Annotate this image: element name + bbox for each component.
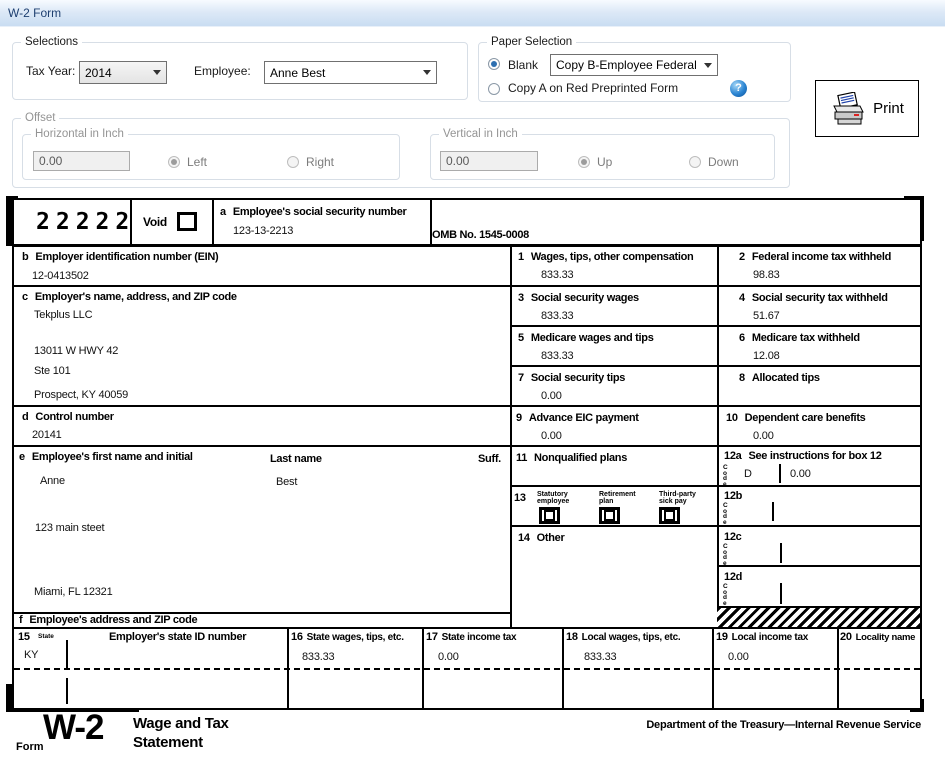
grid-line xyxy=(510,525,920,527)
box-11-number: 11 xyxy=(516,452,528,464)
box-b-label: Employer identification number (EIN) xyxy=(35,251,219,263)
box-d-label: Control number xyxy=(35,411,114,423)
footer-title-line2: Statement xyxy=(133,734,203,751)
copy-type-select[interactable] xyxy=(550,54,718,76)
box-f-number: f xyxy=(19,614,23,626)
box-18-value: 833.33 xyxy=(584,651,617,663)
box-c-number: c xyxy=(22,291,28,303)
offset-down-label: Down xyxy=(708,155,739,169)
employer-state-id-label: Employer's state ID number xyxy=(109,631,247,643)
box-2-number: 2 xyxy=(739,251,745,263)
statutory-employee-checkbox xyxy=(539,507,560,524)
state-tick xyxy=(66,678,68,704)
employee-first-name: Anne xyxy=(40,475,65,487)
grid-line xyxy=(14,244,920,247)
box-12b-code-label: Code xyxy=(723,502,728,526)
box-7-value: 0.00 xyxy=(541,390,562,402)
retirement-plan-label: Retirement plan xyxy=(599,491,636,505)
copy-a-radio[interactable] xyxy=(488,83,500,95)
tax-year-select[interactable] xyxy=(79,61,167,84)
box-8-label: Allocated tips xyxy=(751,372,820,384)
box-12b-number: 12b xyxy=(724,490,743,502)
box-2-value: 98.83 xyxy=(753,269,780,281)
box-7-label: Social security tips xyxy=(530,372,626,384)
box-5-number: 5 xyxy=(518,332,524,344)
footer-title-line1: Wage and Tax xyxy=(133,715,229,732)
box-4-value: 51.67 xyxy=(753,310,780,322)
box-9-label: Advance EIC payment xyxy=(528,412,639,424)
box-f-label: Employee's address and ZIP code xyxy=(29,614,198,626)
blank-radio-label: Blank xyxy=(508,58,539,72)
form-control-code: 22222 xyxy=(36,209,136,235)
box-14-number: 14 xyxy=(518,532,530,544)
grid-line xyxy=(212,200,214,244)
offset-left-label: Left xyxy=(187,155,208,169)
box-18-label: Local wages, tips, etc. xyxy=(581,632,681,643)
employer-street: 13011 W HWY 42 xyxy=(34,345,119,357)
box-12a-number: 12a xyxy=(724,450,742,462)
box-17-value: 0.00 xyxy=(438,651,459,663)
offset-up-radio xyxy=(578,156,590,168)
grid-line xyxy=(510,365,920,367)
paper-selection-legend: Paper Selection xyxy=(491,36,573,48)
grid-line xyxy=(717,565,920,567)
printer-icon xyxy=(830,92,868,126)
box-7-number: 7 xyxy=(518,372,524,384)
grid-line xyxy=(510,485,920,487)
box-19-label: Local income tax xyxy=(731,632,808,643)
offset-legend: Offset xyxy=(25,112,56,124)
box-16-label: State wages, tips, etc. xyxy=(306,632,404,643)
box-6-value: 12.08 xyxy=(753,350,780,362)
box-d-number: d xyxy=(22,411,29,423)
box-10-number: 10 xyxy=(726,412,738,424)
last-name-label: Last name xyxy=(270,453,322,465)
box-6-label: Medicare tax withheld xyxy=(751,332,860,344)
statutory-employee-label: Statutory employee xyxy=(537,491,570,505)
grid-line xyxy=(14,405,920,407)
box-11-label: Nonqualified plans xyxy=(534,452,628,464)
box-1-label: Wages, tips, other compensation xyxy=(530,251,694,263)
box-19-value: 0.00 xyxy=(728,651,749,663)
box-b-value: 12-0413502 xyxy=(32,270,89,282)
box-12c-code-label: Code xyxy=(723,543,728,567)
box-9-value: 0.00 xyxy=(541,430,562,442)
box-b-number: b xyxy=(22,251,29,263)
window-titlebar xyxy=(0,0,945,27)
box-13-number: 13 xyxy=(514,492,526,504)
box-15-number: 15 xyxy=(18,631,30,643)
employee-city: Miami, FL 12321 xyxy=(34,586,113,598)
grid-line xyxy=(14,445,920,447)
code-divider xyxy=(772,502,774,521)
footer-form-number: W-2 xyxy=(43,708,104,747)
void-label: Void xyxy=(143,215,167,229)
offset-left-radio xyxy=(168,156,180,168)
box-20-number: 20 xyxy=(840,631,852,643)
box-16-number: 16 xyxy=(291,631,303,643)
offset-down-radio xyxy=(689,156,701,168)
box-12a-code: D xyxy=(744,468,752,480)
employer-suite: Ste 101 xyxy=(34,365,71,377)
copy-type-value: Copy B-Employee Federal xyxy=(556,58,697,72)
third-party-sick-pay-checkbox xyxy=(659,507,680,524)
box-4-label: Social security tax withheld xyxy=(751,292,888,304)
box-5-label: Medicare wages and tips xyxy=(530,332,654,344)
grid-line xyxy=(510,325,920,327)
chevron-down-icon xyxy=(704,63,712,68)
box-e-label: Employee's first name and initial xyxy=(31,451,193,463)
tax-year-label: Tax Year: xyxy=(26,64,76,78)
employee-street: 123 main steet xyxy=(35,522,105,534)
box-6-number: 6 xyxy=(739,332,745,344)
horizontal-offset-legend: Horizontal in Inch xyxy=(35,128,124,140)
employer-name: Tekplus LLC xyxy=(34,309,93,321)
grid-line xyxy=(14,627,920,629)
box-12a-value: 0.00 xyxy=(790,468,811,480)
grid-line xyxy=(510,244,512,627)
box-5-value: 833.33 xyxy=(541,350,574,362)
horizontal-offset-input: 0.00 xyxy=(33,151,130,171)
box-10-label: Dependent care benefits xyxy=(744,412,866,424)
box-e-number: e xyxy=(19,451,25,463)
box-17-number: 17 xyxy=(426,631,438,643)
vertical-offset-input: 0.00 xyxy=(440,151,538,171)
tax-year-value: 2014 xyxy=(85,65,112,80)
box-15-state-value: KY xyxy=(24,649,39,661)
box-c-label: Employer's name, address, and ZIP code xyxy=(34,291,237,303)
box-1-value: 833.33 xyxy=(541,269,574,281)
state-tick xyxy=(66,640,68,668)
employee-select[interactable] xyxy=(264,61,437,84)
code-divider xyxy=(780,583,782,604)
hatched-area xyxy=(717,606,920,627)
offset-right-label: Right xyxy=(306,155,335,169)
suffix-label: Suff. xyxy=(478,453,501,465)
w2-preview xyxy=(12,198,922,710)
box-20-label: Locality name xyxy=(855,632,916,643)
offset-right-radio xyxy=(287,156,299,168)
blank-radio[interactable] xyxy=(488,58,500,70)
footer-agency: Department of the Treasury—Internal Revenue Service xyxy=(646,719,921,731)
box-8-number: 8 xyxy=(739,372,745,384)
chevron-down-icon xyxy=(423,70,431,75)
help-icon[interactable]: ? xyxy=(730,80,747,97)
box-d-value: 20141 xyxy=(32,429,62,441)
state-label: State xyxy=(38,633,54,640)
box-12a-label: See instructions for box 12 xyxy=(748,450,882,462)
vertical-offset-legend: Vertical in Inch xyxy=(443,128,518,140)
chevron-down-icon xyxy=(153,70,161,75)
employer-city: Prospect, KY 40059 xyxy=(34,389,129,401)
grid-line xyxy=(717,244,719,606)
employee-value: Anne Best xyxy=(270,65,326,80)
box-3-number: 3 xyxy=(518,292,524,304)
box-16-value: 833.33 xyxy=(302,651,335,663)
box-12d-number: 12d xyxy=(724,571,743,583)
print-button-label: Print xyxy=(873,100,904,117)
print-button[interactable] xyxy=(815,80,919,137)
box-1-number: 1 xyxy=(518,251,524,263)
retirement-plan-checkbox xyxy=(599,507,620,524)
copy-a-radio-label: Copy A on Red Preprinted Form xyxy=(508,81,679,95)
omb-number: OMB No. 1545-0008 xyxy=(432,229,529,241)
box-12a-code-label: Code xyxy=(723,464,728,488)
box-9-number: 9 xyxy=(516,412,522,424)
box-12d-code-label: Code xyxy=(723,583,728,607)
box-14-label: Other xyxy=(536,532,565,544)
box-19-number: 19 xyxy=(716,631,728,643)
box-12c-number: 12c xyxy=(724,531,742,543)
box-a-number: a xyxy=(220,206,226,218)
offset-up-label: Up xyxy=(597,155,613,169)
box-18-number: 18 xyxy=(566,631,578,643)
box-17-label: State income tax xyxy=(441,632,517,643)
selections-legend: Selections xyxy=(25,36,79,48)
code-divider xyxy=(780,543,782,563)
box-3-label: Social security wages xyxy=(530,292,639,304)
box-10-value: 0.00 xyxy=(753,430,774,442)
box-2-label: Federal income tax withheld xyxy=(751,251,892,263)
code-divider xyxy=(779,464,781,483)
void-checkbox xyxy=(177,212,197,231)
state-row-dashed-divider xyxy=(14,668,920,670)
employee-last-name: Best xyxy=(276,476,298,488)
box-a-label: Employee's social security number xyxy=(232,206,407,218)
box-4-number: 4 xyxy=(739,292,745,304)
window-title: W-2 Form xyxy=(8,6,62,20)
footer-form-word: Form xyxy=(16,741,44,753)
employee-label: Employee: xyxy=(194,64,251,78)
grid-line xyxy=(14,285,920,287)
box-a-value: 123-13-2213 xyxy=(233,225,294,237)
box-3-value: 833.33 xyxy=(541,310,574,322)
third-party-sick-pay-label: Third-party sick pay xyxy=(659,491,696,505)
